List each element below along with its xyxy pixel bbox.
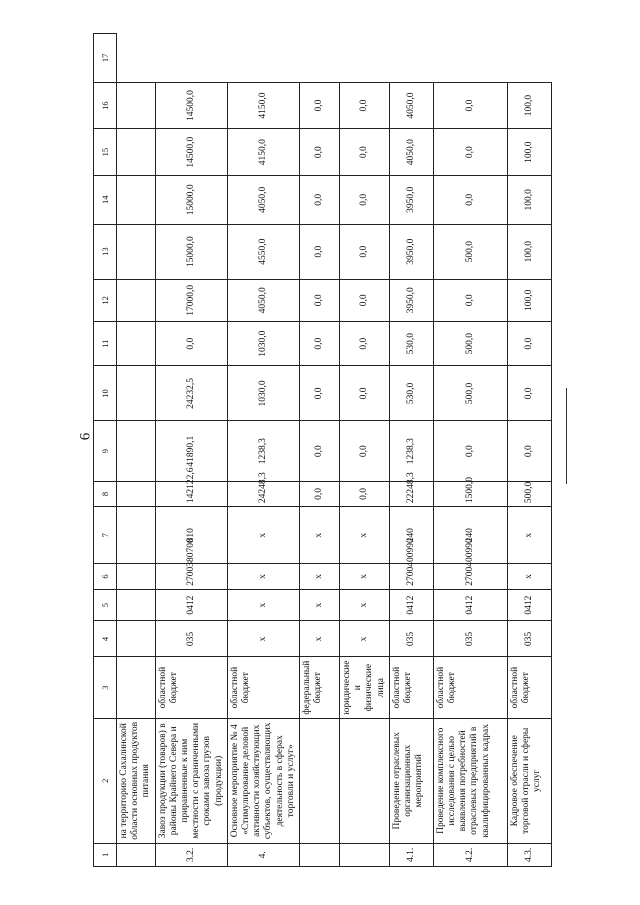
rotated-table-sheet <box>93 33 543 867</box>
col-num: 3 <box>94 657 117 718</box>
amount-cell: 3950,0 <box>389 224 433 279</box>
csr-code <box>117 564 156 589</box>
row-number <box>117 843 156 866</box>
row-number: 4. <box>227 843 299 866</box>
col-num: 7 <box>94 507 117 564</box>
csr-code: х <box>227 564 299 589</box>
col-num: 10 <box>94 366 117 421</box>
amount-cell: 14500,0 <box>155 129 227 176</box>
amount-cell: 0,0 <box>300 421 340 481</box>
funding-source: юридические и физические лица <box>340 657 390 718</box>
vr-code: 240 <box>433 507 507 564</box>
amount-cell: 4050,0 <box>227 279 299 321</box>
amount-cell: 3950,0 <box>389 175 433 224</box>
measure-name <box>340 718 390 843</box>
amount-cell: 0,0 <box>340 82 390 129</box>
amount-cell: 0,0 <box>340 321 390 365</box>
amount-cell: 4550,0 <box>227 224 299 279</box>
amount-cell: 24232,5 <box>155 366 227 421</box>
col-num: 6 <box>94 564 117 589</box>
amount-cell: 0,0 <box>340 175 390 224</box>
grbs-code: 035 <box>433 621 507 657</box>
col-num: 13 <box>94 224 117 279</box>
amount-cell: 1238,3 <box>227 421 299 481</box>
amount-cell: 100,0 <box>507 129 551 176</box>
measure-name: Завоз продукции (товаров) в районы Крайнего Севера и приравненные к ним местности с ограниченными сроками завоза грузов (продукции) <box>155 718 227 843</box>
amount-cell: 15000,0 <box>155 175 227 224</box>
amount-cell: 0,0 <box>300 175 340 224</box>
amount-cell: 14500,0 <box>155 82 227 129</box>
amount-cell: 4150,0 <box>227 129 299 176</box>
row-number: 4.2. <box>433 843 507 866</box>
rz-code: 0412 <box>155 589 227 621</box>
col-num: 9 <box>94 421 117 481</box>
grbs-code: х <box>340 621 390 657</box>
amount-cell <box>117 481 156 506</box>
grbs-code: 035 <box>389 621 433 657</box>
amount-cell: 500,0 <box>433 321 507 365</box>
rz-code: х <box>227 589 299 621</box>
table-row <box>227 34 299 867</box>
vr-code: х <box>340 507 390 564</box>
funding-source <box>117 657 156 718</box>
funding-source: областной бюджет <box>389 657 433 718</box>
col-num: 2 <box>94 718 117 843</box>
amount-cell: 0,0 <box>300 129 340 176</box>
amount-cell <box>117 279 156 321</box>
amount-cell: 0,0 <box>507 421 551 481</box>
amount-cell <box>117 321 156 365</box>
vr-code: 240 <box>389 507 433 564</box>
funding-source: областной бюджет <box>227 657 299 718</box>
grbs-code: 035 <box>155 621 227 657</box>
csr-code: 2700400990 <box>389 564 433 589</box>
table-row <box>389 34 433 867</box>
vr-code <box>117 507 156 564</box>
rz-code: х <box>300 589 340 621</box>
amount-cell: 100,0 <box>507 279 551 321</box>
col-num: 11 <box>94 321 117 365</box>
col-num: 16 <box>94 82 117 129</box>
amount-cell <box>117 129 156 176</box>
amount-cell: 4150,0 <box>227 82 299 129</box>
amount-cell <box>117 366 156 421</box>
csr-code: х <box>300 564 340 589</box>
amount-cell <box>117 175 156 224</box>
row-number <box>300 843 340 866</box>
row-number: 3.2. <box>155 843 227 866</box>
rz-code: 0412 <box>389 589 433 621</box>
col-num: 12 <box>94 279 117 321</box>
table-row <box>507 34 551 867</box>
column-number-row <box>94 34 117 867</box>
amount-cell: 500,0 <box>433 224 507 279</box>
amount-cell: 0,0 <box>433 129 507 176</box>
row-number: 4.1. <box>389 843 433 866</box>
col-num: 4 <box>94 621 117 657</box>
col-num: 1 <box>94 843 117 866</box>
rz-code <box>117 589 156 621</box>
page-number: 6 <box>77 432 94 441</box>
amount-cell: 1030,0 <box>227 321 299 365</box>
amount-cell: 17000,0 <box>155 279 227 321</box>
table-row <box>300 34 340 867</box>
budget-table <box>93 33 552 867</box>
vr-code: х <box>227 507 299 564</box>
amount-cell: 0,0 <box>155 321 227 365</box>
table-row <box>433 34 507 867</box>
amount-cell: 41890,1 <box>155 421 227 481</box>
grbs-code: х <box>300 621 340 657</box>
amount-cell: 24248,3 <box>227 481 299 506</box>
vr-code: х <box>507 507 551 564</box>
measure-name: Проведение комплексного исследования с целью выявления потребностей отраслевых предприятий в квалифицированных кадрах <box>433 718 507 843</box>
funding-source: федеральный бюджет <box>300 657 340 718</box>
amount-cell: 100,0 <box>507 82 551 129</box>
amount-cell: 15000,0 <box>155 224 227 279</box>
amount-cell: 0,0 <box>433 421 507 481</box>
scan-line-mark <box>566 388 567 484</box>
measure-name <box>300 718 340 843</box>
amount-cell: 0,0 <box>300 224 340 279</box>
row-number: 4.3. <box>507 843 551 866</box>
amount-cell: 100,0 <box>507 175 551 224</box>
amount-cell: 500,0 <box>507 481 551 506</box>
funding-source: областной бюджет <box>155 657 227 718</box>
amount-cell: 100,0 <box>507 224 551 279</box>
amount-cell <box>117 421 156 481</box>
measure-name: на территорию Сахалинской области основных продуктов питания <box>117 718 156 843</box>
amount-cell: 0,0 <box>507 321 551 365</box>
amount-cell: 0,0 <box>340 421 390 481</box>
grbs-code: 035 <box>507 621 551 657</box>
measure-name: Основное мероприятие № 4 «Стимулирование деловой активности хозяйствующих субъектов, осуществляющих деятельность в сферах торговли и услуг» <box>227 718 299 843</box>
csr-code: х <box>507 564 551 589</box>
vr-code: х <box>300 507 340 564</box>
col-num: 8 <box>94 481 117 506</box>
amount-cell: 0,0 <box>433 82 507 129</box>
amount-cell: 0,0 <box>300 321 340 365</box>
rz-code: х <box>340 589 390 621</box>
amount-cell: 1238,3 <box>389 421 433 481</box>
rz-code: 0412 <box>433 589 507 621</box>
measure-name: Проведение отраслевых организационных мероприятий <box>389 718 433 843</box>
table-row <box>155 34 227 867</box>
col-num: 5 <box>94 589 117 621</box>
grbs-code <box>117 621 156 657</box>
amount-cell: 4050,0 <box>389 82 433 129</box>
amount-cell: 0,0 <box>340 366 390 421</box>
measure-name: Кадровое обеспечение торговой отрасли и сферы услуг <box>507 718 551 843</box>
table-row <box>117 34 156 867</box>
amount-cell: 500,0 <box>433 366 507 421</box>
amount-cell <box>117 82 156 129</box>
col-num: 15 <box>94 129 117 176</box>
amount-cell: 530,0 <box>389 321 433 365</box>
amount-cell: 142122,6 <box>155 481 227 506</box>
amount-cell: 1500,0 <box>433 481 507 506</box>
amount-cell: 4050,0 <box>227 175 299 224</box>
amount-cell: 0,0 <box>340 129 390 176</box>
amount-cell: 0,0 <box>300 481 340 506</box>
vr-code: 810 <box>155 507 227 564</box>
csr-code: 2700380700 <box>155 564 227 589</box>
row-number <box>340 843 390 866</box>
amount-cell: 0,0 <box>340 481 390 506</box>
grbs-code: х <box>227 621 299 657</box>
amount-cell: 0,0 <box>300 366 340 421</box>
csr-code: 2700400990 <box>433 564 507 589</box>
amount-cell: 530,0 <box>389 366 433 421</box>
col-num: 17 <box>94 34 117 83</box>
amount-cell: 3950,0 <box>389 279 433 321</box>
amount-cell: 0,0 <box>300 82 340 129</box>
amount-cell: 0,0 <box>340 224 390 279</box>
amount-cell: 0,0 <box>340 279 390 321</box>
amount-cell: 4050,0 <box>389 129 433 176</box>
amount-cell: 0,0 <box>507 366 551 421</box>
rz-code: 0412 <box>507 589 551 621</box>
funding-source: областной бюджет <box>507 657 551 718</box>
funding-source: областной бюджет <box>433 657 507 718</box>
col-num: 14 <box>94 175 117 224</box>
amount-cell: 0,0 <box>300 279 340 321</box>
table-row <box>340 34 390 867</box>
amount-cell <box>117 224 156 279</box>
csr-code: х <box>340 564 390 589</box>
amount-cell: 22248,3 <box>389 481 433 506</box>
amount-cell: 1030,0 <box>227 366 299 421</box>
amount-cell: 0,0 <box>433 279 507 321</box>
amount-cell: 0,0 <box>433 175 507 224</box>
